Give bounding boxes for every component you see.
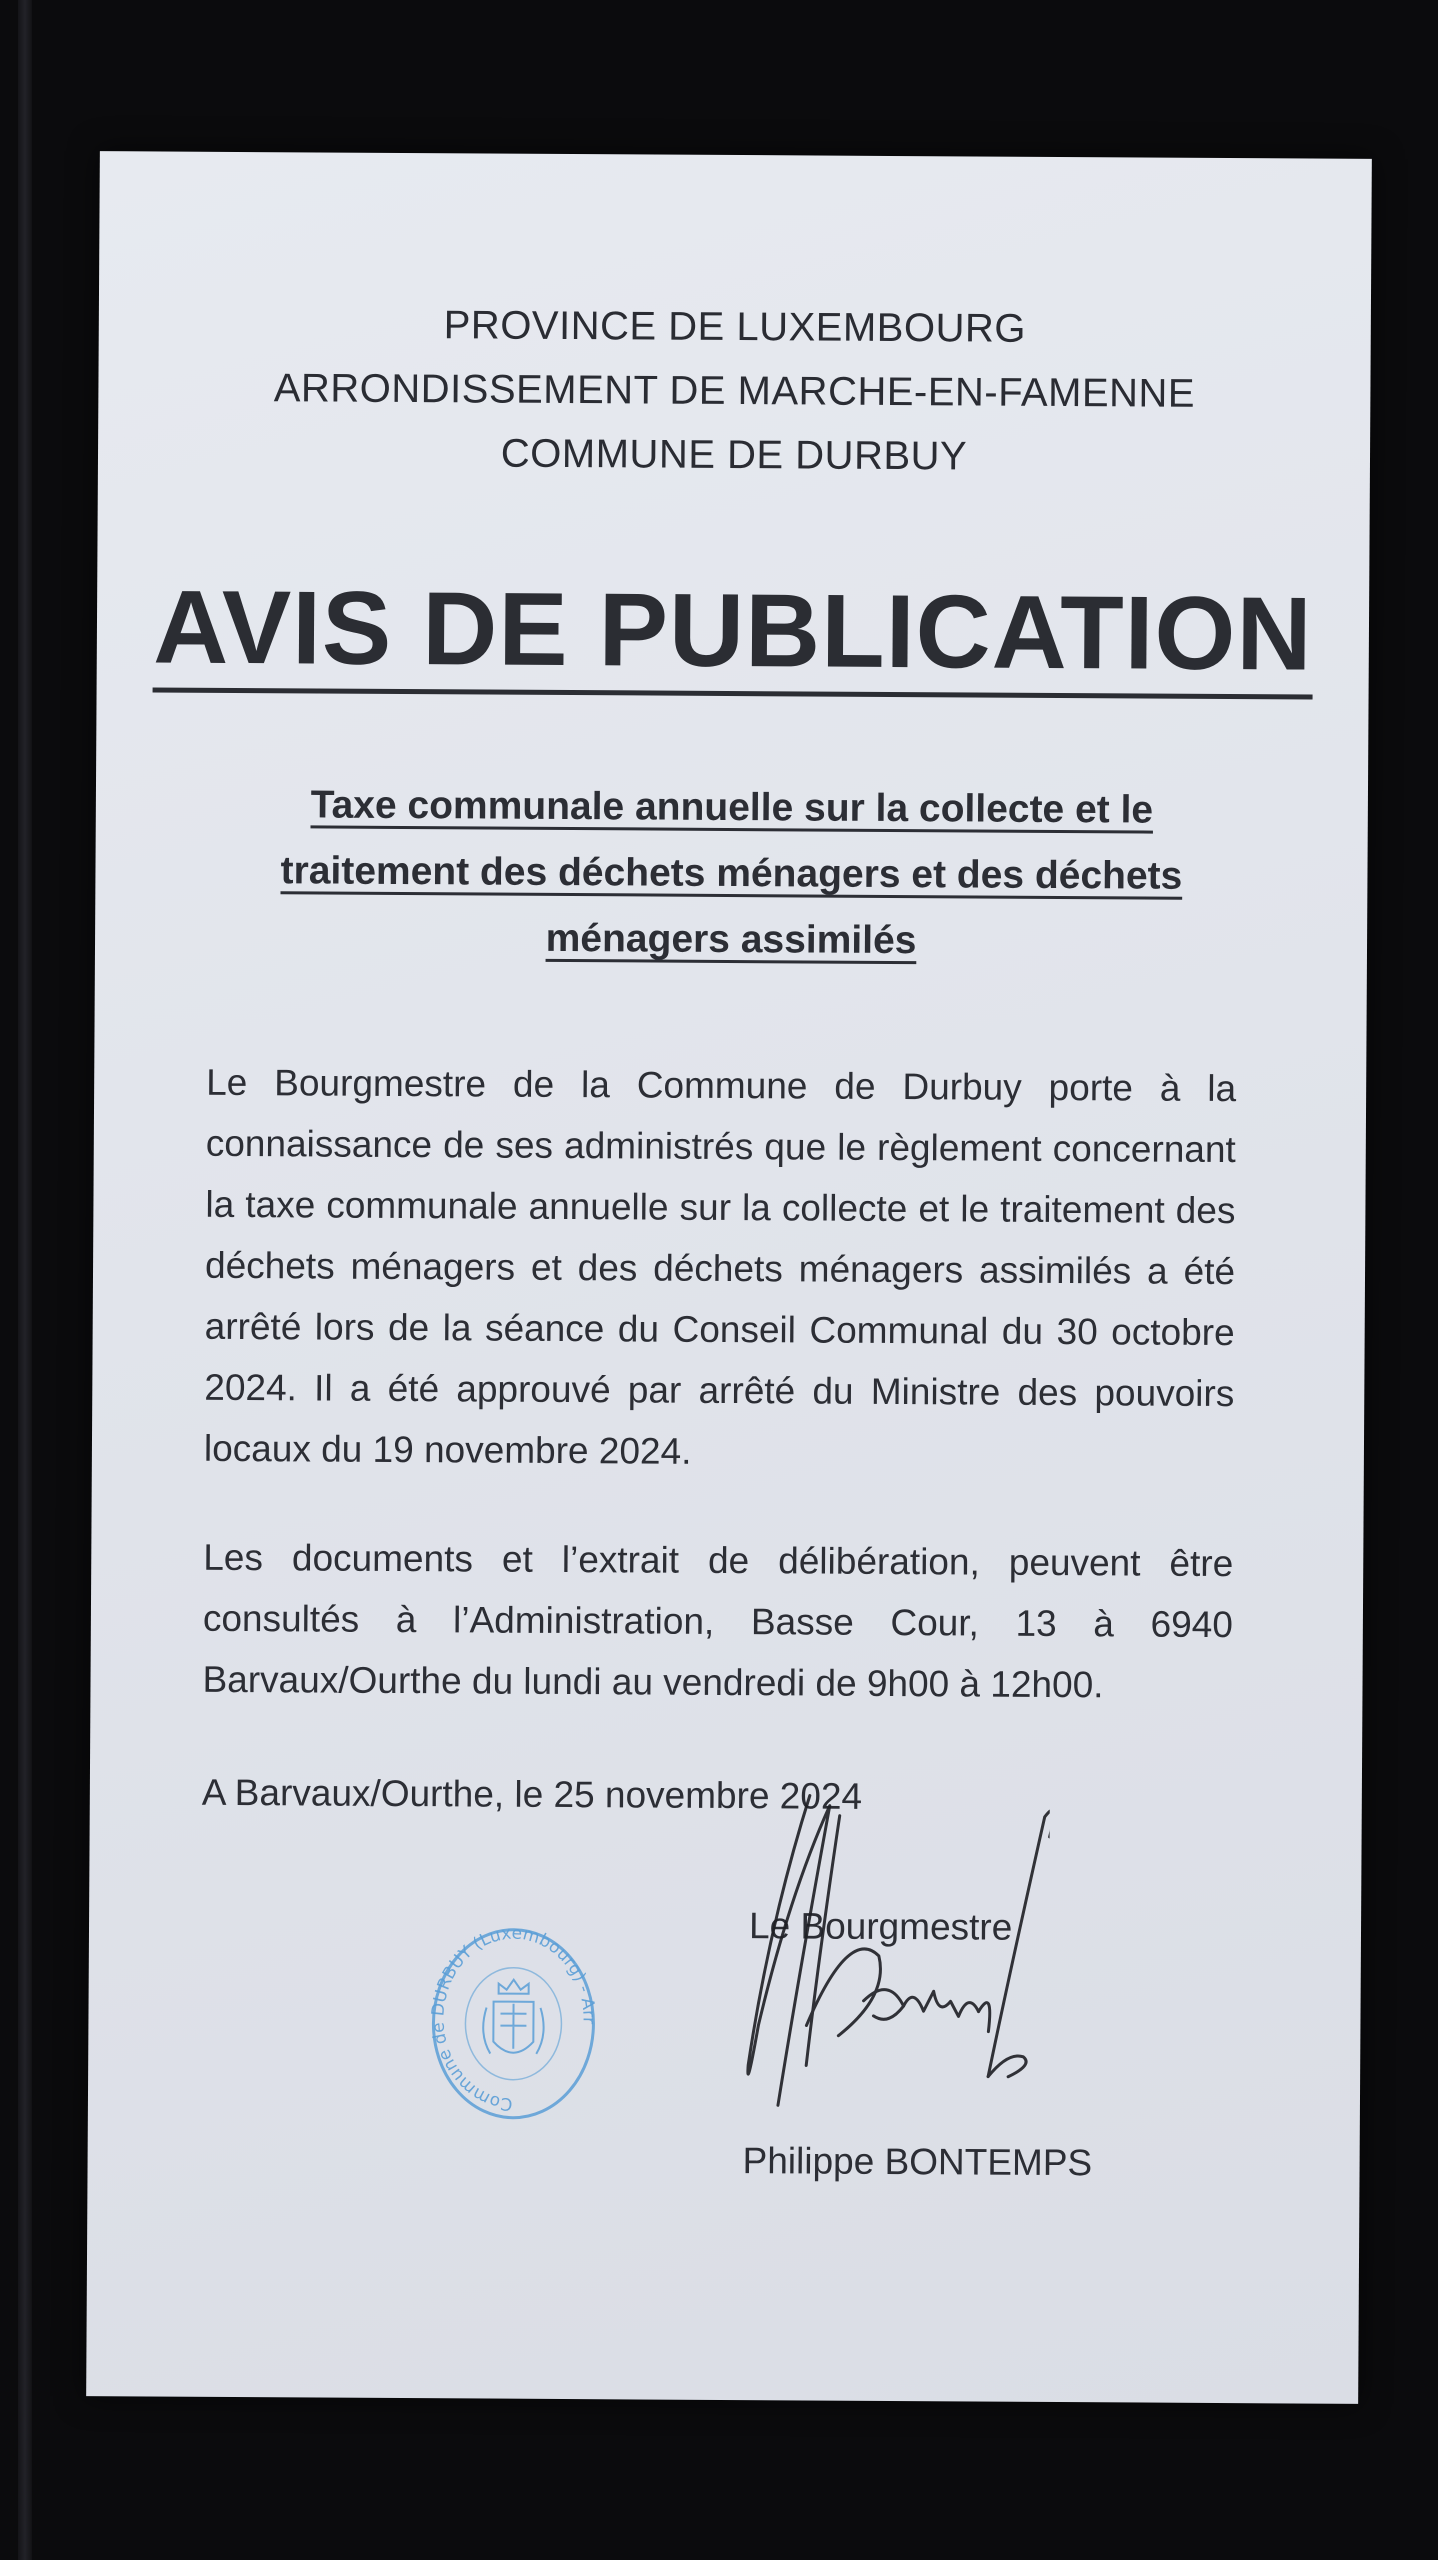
notice-subject — [245, 772, 1218, 976]
seal-ring-text: Commune de DURBUY (Luxembourg) - Arr — [428, 1923, 599, 2114]
issuer-header — [98, 291, 1371, 491]
province-line: PROVINCE DE LUXEMBOURG — [443, 303, 1027, 351]
notice-sheet — [86, 151, 1372, 2404]
commune-seal-stamp — [428, 1923, 599, 2124]
commune-line: COMMUNE DE DURBUY — [500, 431, 968, 479]
consultation-paragraph: Les documents et l’extrait de délibération, peuvent être consultés à l’Administration, Basse Cour, 13 à 6940 Barvaux/Ourthe du lundi au vendredi de 9h00 à 12h00. — [202, 1536, 1234, 1706]
announcement-paragraph: Le Bourgmestre de la Commune de Durbuy porte à la connaissance de ses administrés que le règlement concernant la taxe communale annuelle sur la collecte et le traitement des déchets ménagers et des déchets ménagers assimilés a été arrêté lors de la séance du Conseil Communal du 30 octobre 2024. Il a été approuvé par arrêté du Ministre des pouvoirs locaux du 19 novembre 2024. — [203, 1061, 1237, 1472]
arrondissement-line: ARRONDISSEMENT DE MARCHE-EN-FAMENNE — [273, 366, 1196, 416]
notice-title-text: AVIS DE PUBLICATION — [153, 571, 1313, 699]
display-frame-edge — [18, 0, 32, 2560]
notice-title — [97, 571, 1370, 700]
signatory-title: Le Bourgmestre — [748, 1905, 1013, 1948]
signatory-name: Philippe BONTEMPS — [742, 2140, 1093, 2184]
place-date-line: A Barvaux/Ourthe, le 25 novembre 2024 — [201, 1771, 863, 1817]
notice-subject-text: Taxe communale annuelle sur la collecte et le traitement des déchets ménagers et des déchets ménagers assimilés — [280, 783, 1183, 963]
